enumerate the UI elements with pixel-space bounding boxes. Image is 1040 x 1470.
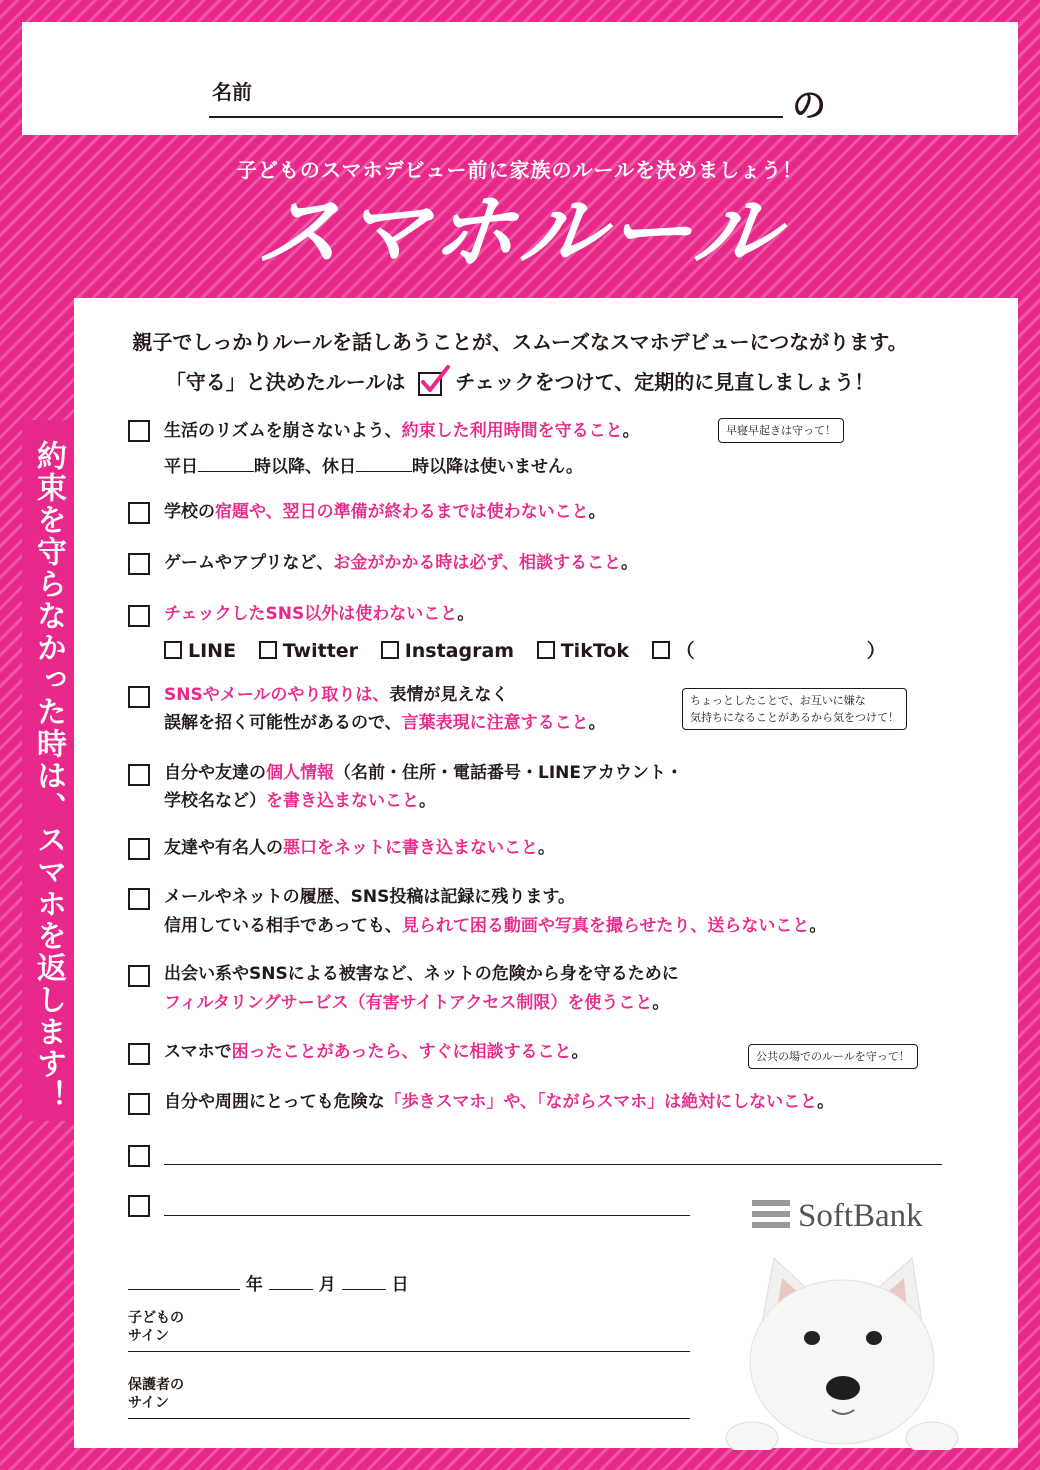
child-sign-label: 子どもの サイン xyxy=(128,1310,184,1344)
rule-1: 生活のリズムを崩さないよう、約束した利用時間を守ること。 xyxy=(164,421,640,441)
rule-8b: 信用している相手であっても、見られて困る動画や写真を撮らせたり、送らないこと。 xyxy=(164,916,827,936)
name-label: 名前 xyxy=(212,80,252,104)
rule-6b: 学校名など）を書き込まないこと。 xyxy=(164,791,436,811)
intro-line-2b: チェックをつけて、定期的に見直しましょう！ xyxy=(455,370,875,394)
rule-checkbox-6[interactable] xyxy=(128,764,150,786)
rule-checkbox-10[interactable] xyxy=(128,1043,150,1065)
rule-checkbox-1[interactable] xyxy=(128,420,150,442)
name-field-line[interactable] xyxy=(209,116,783,118)
rule-9a: 出会い系やSNSによる被害など、ネットの危険から身を守るために xyxy=(164,964,679,984)
rule-checkbox-9[interactable] xyxy=(128,965,150,987)
checkmark-icon xyxy=(418,372,442,396)
month-field[interactable] xyxy=(269,1288,313,1290)
dog-mascot-image xyxy=(722,1250,962,1450)
rule-checkbox-7[interactable] xyxy=(128,838,150,860)
intro-line-1: 親子でしっかりルールを話しあうことが、スムーズなスマホデビューにつながります。 xyxy=(132,330,908,354)
side-warning: 約束を守らなかった時は、スマホを返します！ xyxy=(31,440,66,1112)
rule-checkbox-5[interactable] xyxy=(128,686,150,708)
intro-line-2 xyxy=(0,366,1040,396)
sns-option-instagram[interactable]: Instagram xyxy=(381,640,514,662)
rule-10: スマホで困ったことがあったら、すぐに相談すること。 xyxy=(164,1042,589,1062)
custom-rule-checkbox-2[interactable] xyxy=(128,1195,150,1217)
rule-checkbox-2[interactable] xyxy=(128,502,150,524)
rule-checkbox-3[interactable] xyxy=(128,553,150,575)
year-field[interactable] xyxy=(128,1288,240,1290)
page-title: スマホルール xyxy=(252,183,788,281)
custom-rule-line-1[interactable] xyxy=(164,1164,942,1165)
rule-checkbox-11[interactable] xyxy=(128,1093,150,1115)
rule-7: 友達や有名人の悪口をネットに書き込まないこと。 xyxy=(164,838,555,858)
parent-sign-line[interactable] xyxy=(128,1418,690,1419)
rule-5a: SNSやメールのやり取りは、表情が見えなく xyxy=(164,685,509,705)
name-panel xyxy=(22,22,1018,135)
sns-option-other[interactable]: （ ） xyxy=(652,636,886,663)
name-suffix: の xyxy=(792,86,826,126)
softbank-logo-icon xyxy=(752,1200,790,1233)
child-sign-line[interactable] xyxy=(128,1351,690,1352)
rule-checkbox-8[interactable] xyxy=(128,888,150,910)
custom-rule-checkbox-1[interactable] xyxy=(128,1145,150,1167)
speech-bubble-3: 公共の場でのルールを守って！ xyxy=(748,1044,918,1069)
intro-line-2a: 「守る」と決めたルールは xyxy=(165,370,406,394)
rule-1-times: 平日 時以降、休日 時以降は使いません。 xyxy=(164,457,584,477)
day-field[interactable] xyxy=(342,1288,386,1290)
rule-5b: 誤解を招く可能性があるので、言葉表現に注意すること。 xyxy=(164,713,606,733)
brand-logo: SoftBank xyxy=(798,1198,923,1234)
custom-rule-line-2[interactable] xyxy=(164,1215,690,1216)
rule-6a: 自分や友達の個人情報（名前・住所・電話番号・LINEアカウント・ xyxy=(164,763,683,783)
sns-option-twitter[interactable]: Twitter xyxy=(259,640,358,662)
rule-11: 自分や周囲にとっても危険な「歩きスマホ」や、「ながらスマホ」は絶対にしないこと。 xyxy=(164,1092,835,1112)
rule-3: ゲームやアプリなど、お金がかかる時は必ず、相談すること。 xyxy=(164,553,638,573)
rule-4: チェックしたSNS以外は使わないこと。 xyxy=(164,604,475,624)
speech-bubble-1: 早寝早起きは守って！ xyxy=(718,418,844,443)
sns-option-tiktok[interactable]: TikTok xyxy=(537,640,629,662)
rule-9b: フィルタリングサービス（有害サイトアクセス制限）を使うこと。 xyxy=(164,993,670,1013)
rule-8a: メールやネットの履歴、SNS投稿は記録に残ります。 xyxy=(164,887,576,907)
speech-bubble-2: ちょっとしたことで、お互いに嫌な 気持ちになることがあるから気をつけて！ xyxy=(682,688,907,730)
rule-checkbox-4[interactable] xyxy=(128,605,150,627)
parent-sign-label: 保護者の サイン xyxy=(128,1377,184,1411)
rule-2: 学校の宿題や、翌日の準備が終わるまでは使わないこと。 xyxy=(164,502,606,522)
sns-options xyxy=(164,636,902,663)
sns-option-line[interactable]: LINE xyxy=(164,640,236,662)
subtitle: 子どものスマホデビュー前に家族のルールを決めましょう！ xyxy=(236,158,804,182)
date-row: 年 月 日 xyxy=(128,1270,409,1295)
